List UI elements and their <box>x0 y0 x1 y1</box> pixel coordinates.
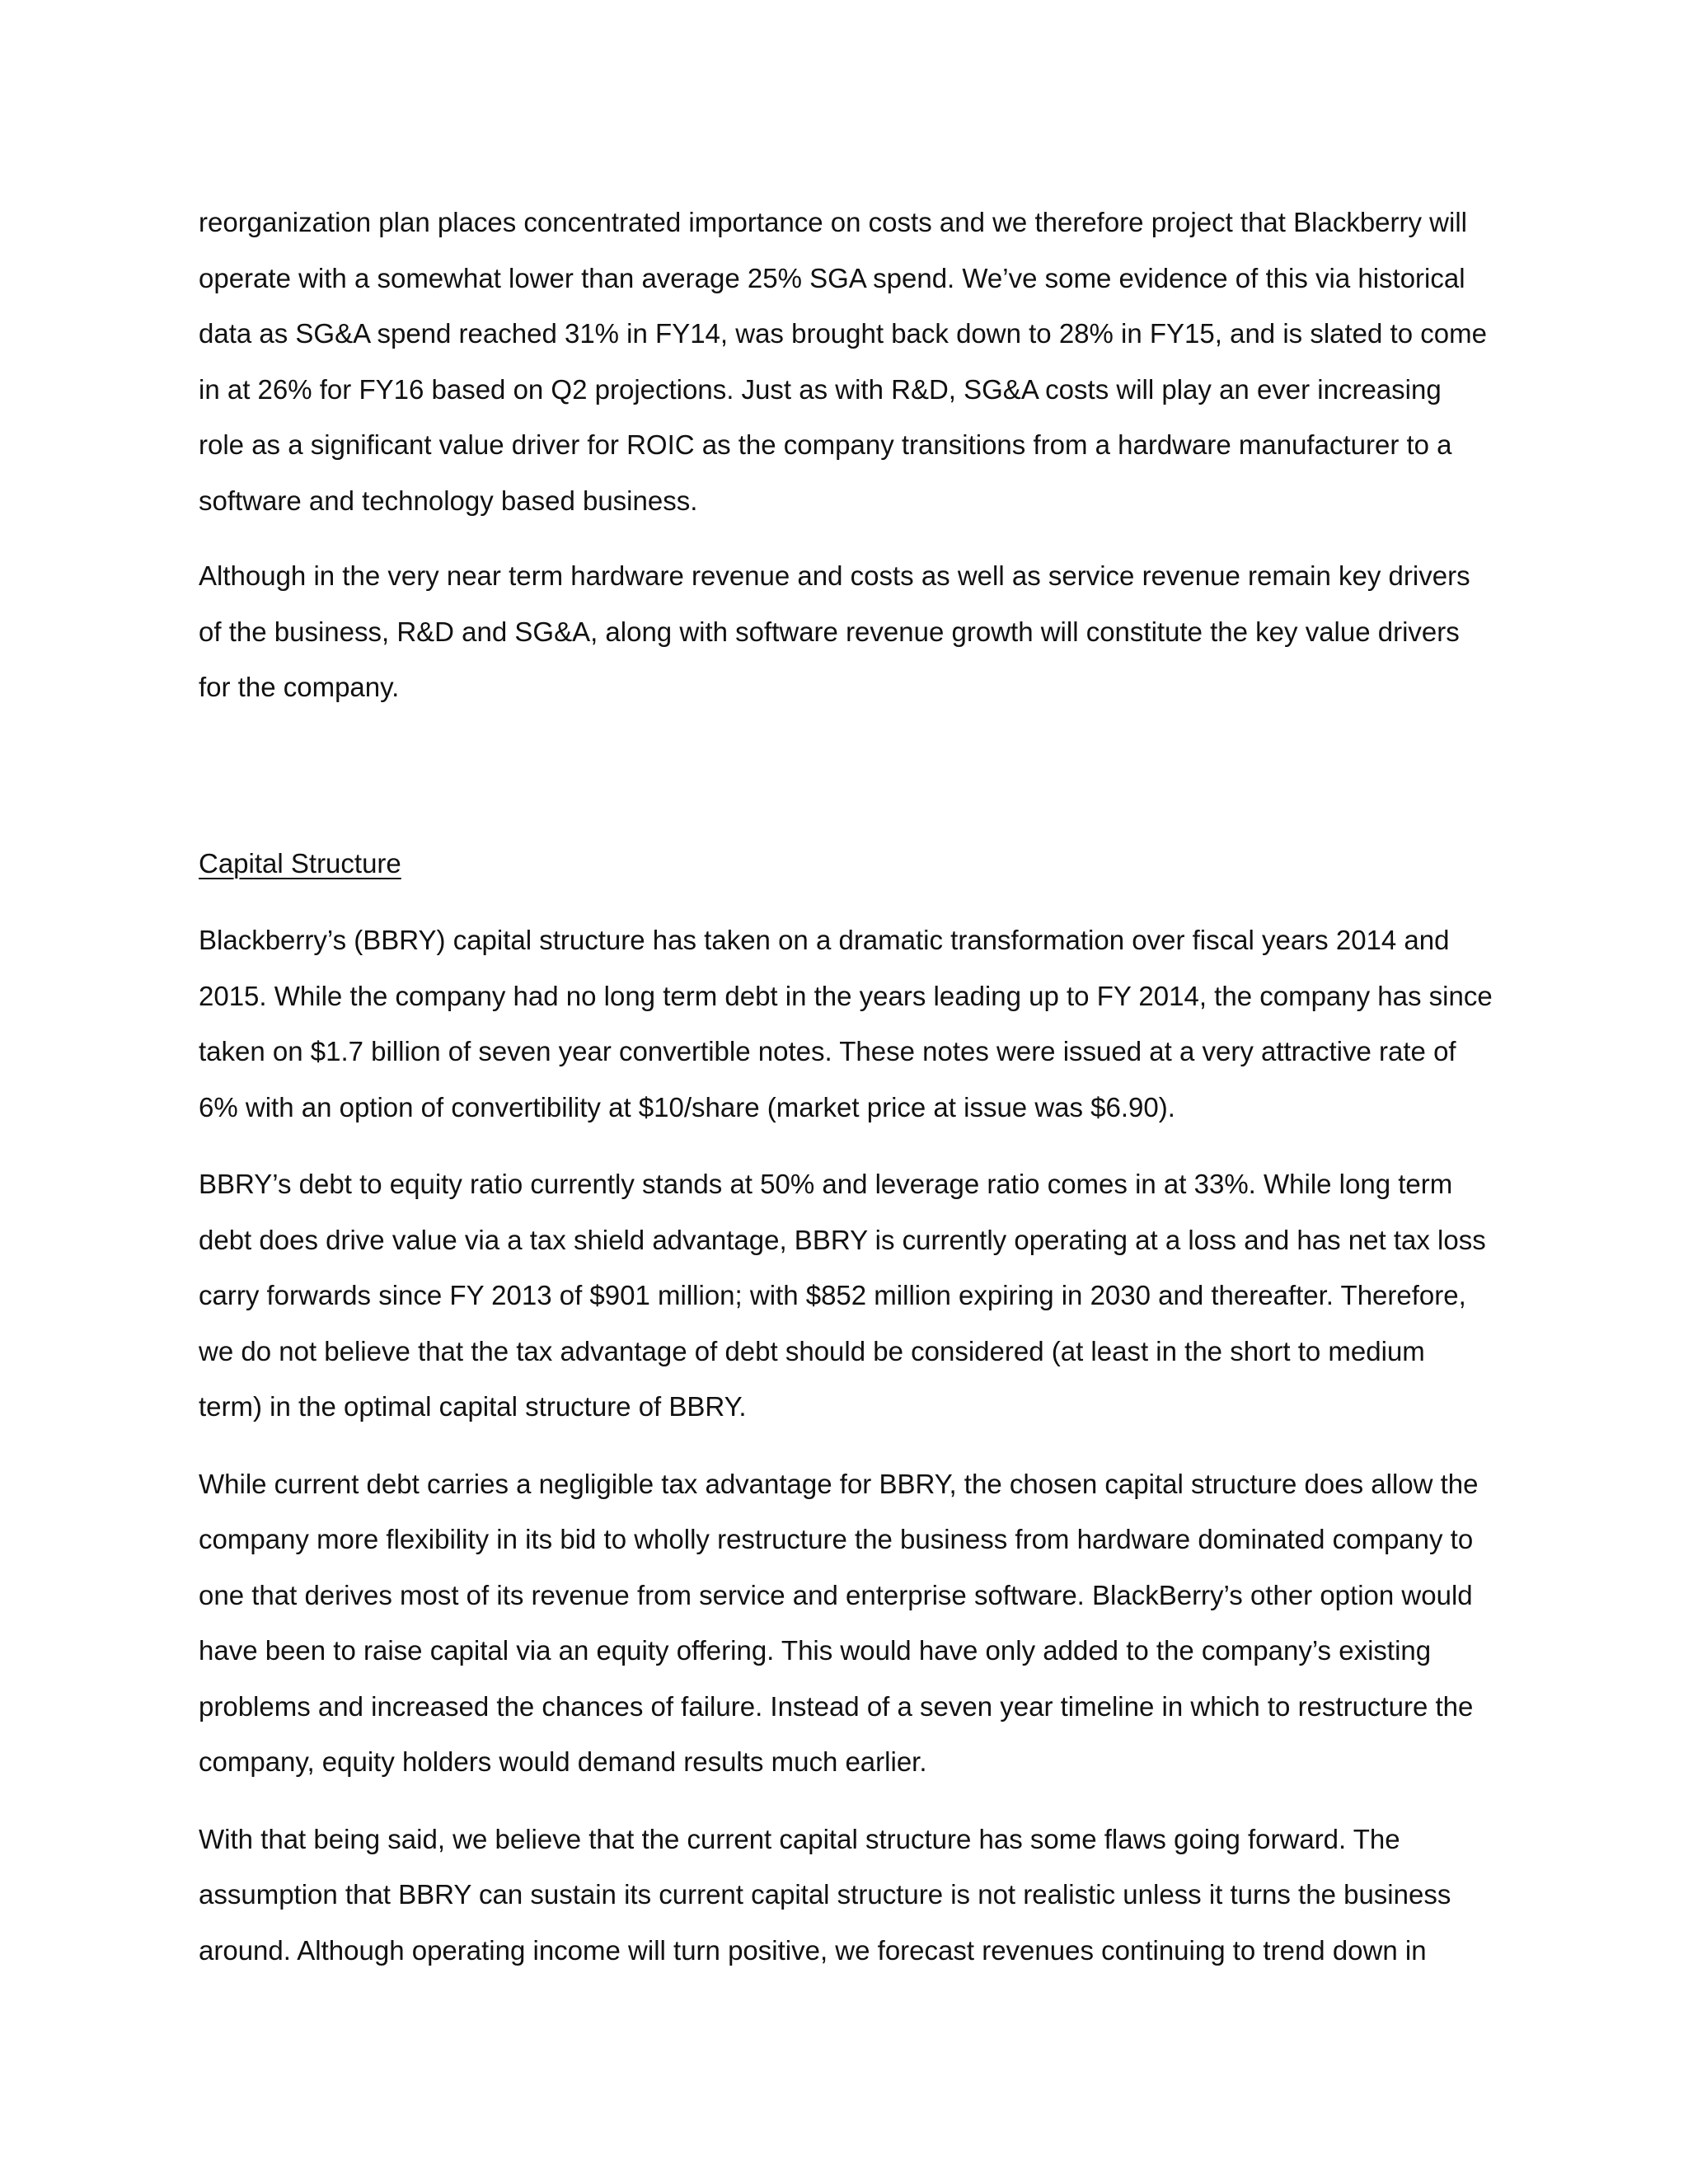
paragraph-debt-ratios: BBRY’s debt to equity ratio currently stands at 50% and leverage ratio comes in at 33%. While long term debt does drive value via a tax shield advantage, BBRY is currently operating at a loss and has net tax loss carry forwards since FY 2013 of $901 million; with $852 million expiring in 2030 and thereafter. Therefore, we do not believe that the tax advantage of debt should be considered (at least in the short to medium term) in the optimal capital structure of BBRY. <box>199 1169 1486 1422</box>
paragraph-restructure-flexibility: While current debt carries a negligible tax advantage for BBRY, the chosen capital structure does allow the company more flexibility in its bid to wholly restructure the business from hardware dominated company to one that derives most of its revenue from service and enterprise software. BlackBerry’s other option would have been to raise capital via an equity offering. This would have only added to the company’s existing problems and increased the chances of failure. Instead of a seven year timeline in which to restructure the company, equity holders would demand results much earlier. <box>199 1468 1479 1777</box>
document-body <box>199 194 1493 1978</box>
section-spacer <box>199 737 1493 836</box>
paragraph-capital-transformation: Blackberry’s (BBRY) capital structure has taken on a dramatic transformation over fiscal years 2014 and 2015. While the company had no long term debt in the years leading up to FY 2014, the company has since taken on $1.7 billion of seven year convertible notes. These notes were issued at a very attractive rate of 6% with an option of convertibility at $10/share (market price at issue was $6.90). <box>199 925 1493 1122</box>
paragraph-sga-spend: reorganization plan places concentrated importance on costs and we therefore project that Blackberry will operate with a somewhat lower than average 25% SGA spend. We’ve some evidence of this via historical data as SG&A spend reached 31% in FY14, was brought back down to 28% in FY15, and is slated to come in at 26% for FY16 based on Q2 projections. Just as with R&D, SG&A costs will play an ever increasing role as a significant value driver for ROIC as the company transitions from a hardware manufacturer to a software and technology based business. <box>199 207 1487 516</box>
paragraph-value-drivers: Although in the very near term hardware revenue and costs as well as service revenue remain key drivers of the business, R&D and SG&A, along with software revenue growth will constitute the key value drivers for the company. <box>199 560 1470 702</box>
section-heading-capital-structure: Capital Structure <box>199 847 401 879</box>
paragraph-structure-flaws: With that being said, we believe that the current capital structure has some flaws going forward. The assumption that BBRY can sustain its current capital structure is not realistic unless it turns the business around. Although operating income will turn positive, we forecast revenues continuing to trend down in <box>199 1823 1451 1966</box>
